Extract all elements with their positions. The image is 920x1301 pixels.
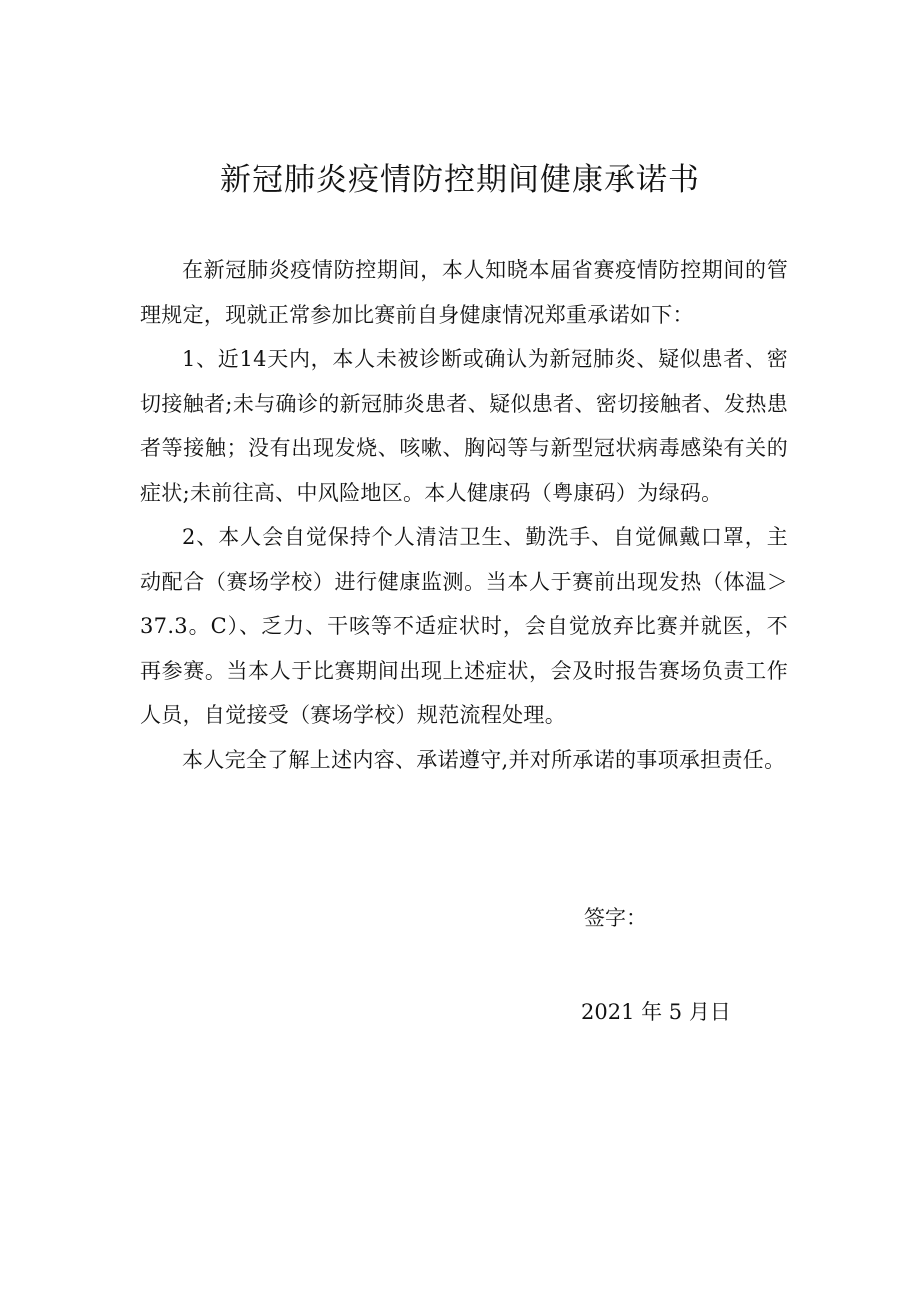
closing-paragraph: 本人完全了解上述内容、承诺遵守,并对所承诺的事项承担责任。 xyxy=(182,747,786,772)
commitment-item-1: 1、近14天内，本人未被诊断或确认为新冠肺炎、疑似患者、密切接触者;未与确诊的新冠肺炎患者、疑似患者、密切接触者、发热患者等接触；没有出现发烧、咳嗽、胸闷等与新型冠状病毒感染有关的症状;未前往高、中风险地区。本人健康码（粤康码）为绿码。 xyxy=(140,347,788,505)
date-line: 2021 年 5 月日 xyxy=(581,1000,731,1024)
signature-label: 签字： xyxy=(584,906,647,930)
document-title: 新冠肺炎疫情防控期间健康承诺书 xyxy=(220,162,700,198)
commitment-item-2: 2、本人会自觉保持个人清洁卫生、勤洗手、自觉佩戴口罩，主动配合（赛场学校）进行健康监测。当本人于赛前出现发热（体温＞37.3。C）、乏力、干咳等不适症状时，会自觉放弃比赛并就医，不再参赛。当本人于比赛期间出现上述症状，会及时报告赛场负责工作人员，自觉接受（赛场学校）规范流程处理。 xyxy=(140,525,788,727)
intro-paragraph: 在新冠肺炎疫情防控期间，本人知晓本届省赛疫情防控期间的管理规定，现就正常参加比赛前自身健康情况郑重承诺如下： xyxy=(140,258,788,327)
document-body xyxy=(140,248,788,782)
